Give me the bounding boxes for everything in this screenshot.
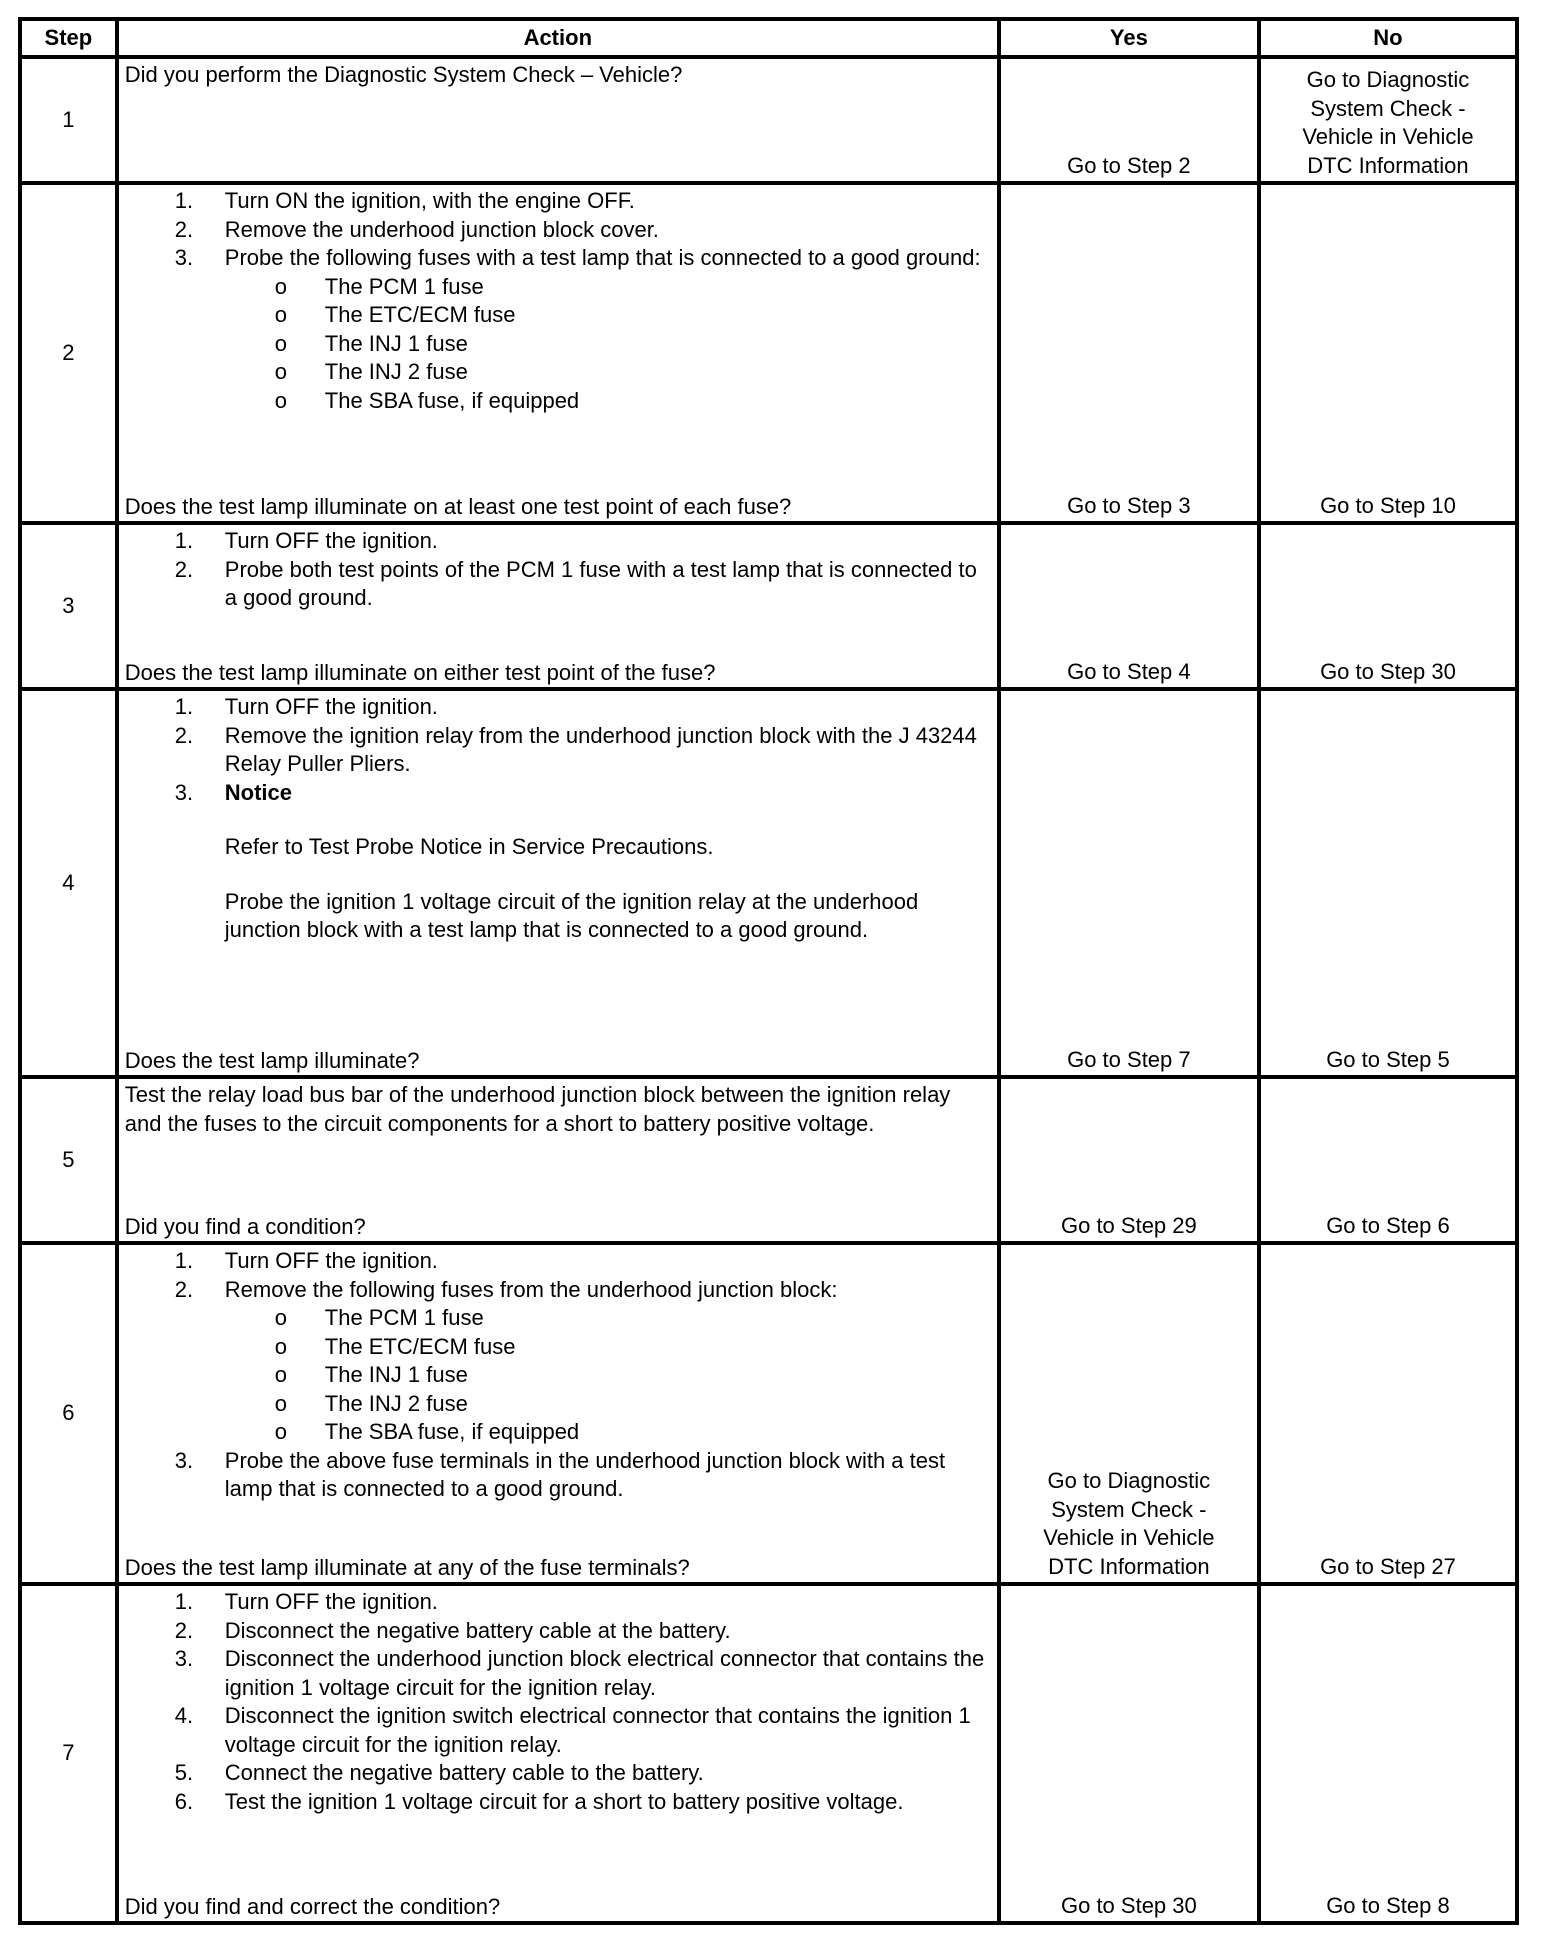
procedure-item: [125, 1617, 993, 1646]
item-number: 2.: [174, 556, 194, 582]
procedure-item: [125, 722, 993, 779]
fuse-name: The INJ 2 fuse: [324, 1390, 468, 1416]
step-number: 3: [20, 523, 117, 689]
no-outcome: Go to Step 8: [1259, 1584, 1517, 1923]
step-number: 7: [20, 1584, 117, 1923]
action-cell: [117, 523, 999, 689]
fuse-list-item: [125, 301, 993, 330]
yes-outcome: Go to Step 3: [999, 183, 1259, 523]
bullet-icon: o: [274, 330, 288, 356]
fuse-name: The SBA fuse, if equipped: [324, 387, 580, 413]
procedure-item: [125, 693, 993, 722]
no-outcome: Go to Step 27: [1259, 1243, 1517, 1584]
item-text: Probe both test points of the PCM 1 fuse with a test lamp that is connected to a good ground.: [224, 556, 977, 610]
yes-outcome: Go to Step 30: [999, 1584, 1259, 1923]
item-text: Probe the following fuses with a test lamp that is connected to a good ground:: [224, 245, 981, 270]
step-number: 5: [20, 1077, 117, 1243]
table-row: [20, 523, 1517, 689]
item-text: Remove the following fuses from the underhood junction block:: [224, 1276, 838, 1302]
header-no: No: [1259, 19, 1517, 57]
header-action: Action: [117, 19, 999, 57]
fuse-list-item: [125, 1418, 993, 1447]
fuse-name: The ETC/ECM fuse: [324, 302, 516, 327]
item-text: Turn OFF the ignition.: [224, 1589, 438, 1614]
fuse-name: The PCM 1 fuse: [324, 1305, 484, 1330]
procedure-item: [125, 1702, 993, 1759]
item-text: Turn OFF the ignition.: [224, 528, 438, 553]
procedure-list: [125, 187, 993, 415]
fuse-name: The PCM 1 fuse: [324, 273, 484, 299]
item-text: Test the ignition 1 voltage circuit for a short to battery positive voltage.: [224, 1788, 904, 1814]
item-number: 1.: [174, 528, 194, 553]
no-outcome: Go to Step 6: [1259, 1077, 1517, 1243]
action-question: Did you find a condition?: [124, 1213, 366, 1239]
item-number: 3.: [174, 1447, 194, 1473]
action-intro: Did you perform the Diagnostic System Check – Vehicle?: [124, 62, 683, 87]
action-question: Does the test lamp illuminate?: [124, 1047, 420, 1073]
item-number: 5.: [174, 1760, 194, 1785]
item-text: Disconnect the negative battery cable at the battery.: [224, 1617, 731, 1643]
procedure-item: [125, 187, 993, 216]
action-cell: [117, 1077, 999, 1243]
item-number: 2.: [174, 722, 194, 748]
bullet-icon: o: [274, 1305, 288, 1330]
action-cell: [117, 57, 999, 183]
action-cell: [117, 689, 999, 1077]
item-text: Probe the above fuse terminals in the underhood junction block with a test lamp that is connected to a good ground.: [224, 1447, 946, 1501]
action-cell: [117, 1243, 999, 1584]
procedure-item: [125, 1645, 993, 1702]
fuse-list-item: [125, 273, 993, 302]
fuse-list-item: [125, 387, 993, 416]
bullet-icon: o: [274, 1419, 288, 1444]
item-text: Disconnect the underhood junction block electrical connector that contains the ignition 1 voltage circuit for the ignition relay.: [224, 1646, 985, 1700]
action-question: Does the test lamp illuminate at any of the fuse terminals?: [124, 1554, 690, 1580]
table-row: [20, 1243, 1517, 1584]
yes-outcome: Go to Step 29: [999, 1077, 1259, 1243]
fuse-list-item: [125, 1390, 993, 1419]
fuse-list: [125, 273, 993, 416]
item-text: Remove the ignition relay from the underhood junction block with the J 43244 Relay Puller Pliers.: [224, 722, 977, 776]
table-row: [20, 57, 1517, 183]
procedure-item: [125, 1276, 993, 1447]
yes-outcome: Go to Step 2: [999, 57, 1259, 183]
item-number: 2.: [174, 1617, 194, 1643]
fuse-name: The ETC/ECM fuse: [324, 1333, 516, 1359]
item-number: 2.: [174, 1276, 194, 1302]
step-number: 6: [20, 1243, 117, 1584]
table-row: [20, 1584, 1517, 1923]
procedure-item: [125, 779, 993, 945]
item-number: 1.: [174, 1248, 194, 1273]
procedure-list: [125, 1247, 993, 1504]
step-number: 2: [20, 183, 117, 523]
bullet-icon: o: [274, 302, 288, 327]
item-number: 3.: [174, 1646, 194, 1671]
notice-paragraph: Probe the ignition 1 voltage circuit of the ignition relay at the underhood junction block with a test lamp that is connected to a good ground.: [224, 888, 919, 942]
item-number: 4.: [174, 1703, 194, 1728]
fuse-list-item: [125, 1333, 993, 1362]
item-text: Remove the underhood junction block cover.: [224, 216, 659, 242]
item-number: 6.: [174, 1788, 194, 1814]
fuse-name: The INJ 1 fuse: [324, 1362, 468, 1387]
fuse-list-item: [125, 1361, 993, 1390]
item-text: Turn OFF the ignition.: [224, 694, 438, 719]
no-outcome: Go to Diagnostic System Check - Vehicle in Vehicle DTC Information: [1259, 57, 1517, 183]
header-step: Step: [20, 19, 117, 57]
bullet-icon: o: [274, 1362, 288, 1387]
procedure-item: [125, 244, 993, 415]
procedure-list: [125, 527, 993, 613]
step-number: 1: [20, 57, 117, 183]
item-text: Turn ON the ignition, with the engine OFF.: [224, 188, 635, 213]
table-row: [20, 183, 1517, 523]
item-text: Connect the negative battery cable to the battery.: [224, 1760, 704, 1785]
procedure-item: [125, 1788, 993, 1817]
item-number: 3.: [174, 245, 194, 270]
item-text: Disconnect the ignition switch electrical connector that contains the ignition 1 voltage circuit for the ignition relay.: [224, 1703, 971, 1757]
item-number: 1.: [174, 188, 194, 213]
item-number: 1.: [174, 694, 194, 719]
step-number: 4: [20, 689, 117, 1077]
fuse-name: The INJ 2 fuse: [324, 359, 468, 384]
fuse-name: The INJ 1 fuse: [324, 330, 468, 356]
header-yes: Yes: [999, 19, 1259, 57]
table-row: [20, 1077, 1517, 1243]
procedure-item: [125, 1447, 993, 1504]
procedure-list: [125, 1588, 993, 1816]
item-text: Turn OFF the ignition.: [224, 1248, 438, 1273]
action-question: Does the test lamp illuminate on at least one test point of each fuse?: [124, 493, 792, 519]
yes-outcome: Go to Step 4: [999, 523, 1259, 689]
notice-title: Notice: [224, 779, 293, 805]
item-number: 1.: [174, 1589, 194, 1614]
item-number: 3.: [174, 779, 194, 805]
no-outcome: Go to Step 5: [1259, 689, 1517, 1077]
fuse-list-item: [125, 1304, 993, 1333]
table-row: [20, 689, 1517, 1077]
action-cell: [117, 183, 999, 523]
bullet-icon: o: [274, 273, 288, 299]
header-row: [20, 19, 1517, 57]
procedure-item: [125, 1588, 993, 1617]
notice-paragraph: Refer to Test Probe Notice in Service Precautions.: [224, 834, 714, 859]
fuse-list-item: [125, 330, 993, 359]
item-number: 2.: [174, 216, 194, 242]
bullet-icon: o: [274, 1333, 288, 1359]
action-intro: Test the relay load bus bar of the underhood junction block between the ignition relay and the fuses to the circuit components for a short to battery positive voltage.: [124, 1082, 951, 1136]
bullet-icon: o: [274, 387, 288, 413]
procedure-item: [125, 527, 993, 556]
procedure-list: [125, 693, 993, 945]
bullet-icon: o: [274, 359, 288, 384]
action-question: Does the test lamp illuminate on either test point of the fuse?: [124, 659, 716, 685]
yes-outcome: Go to Step 7: [999, 689, 1259, 1077]
fuse-name: The SBA fuse, if equipped: [324, 1419, 580, 1444]
procedure-item: [125, 556, 993, 613]
no-outcome: Go to Step 30: [1259, 523, 1517, 689]
diagnostic-table: [18, 17, 1519, 1925]
fuse-list-item: [125, 358, 993, 387]
procedure-item: [125, 1247, 993, 1276]
yes-outcome: Go to Diagnostic System Check - Vehicle in Vehicle DTC Information: [999, 1243, 1259, 1584]
action-cell: [117, 1584, 999, 1923]
action-question: Did you find and correct the condition?: [124, 1893, 501, 1919]
procedure-item: [125, 1759, 993, 1788]
procedure-item: [125, 216, 993, 245]
no-outcome: Go to Step 10: [1259, 183, 1517, 523]
fuse-list: [125, 1304, 993, 1447]
bullet-icon: o: [274, 1390, 288, 1416]
